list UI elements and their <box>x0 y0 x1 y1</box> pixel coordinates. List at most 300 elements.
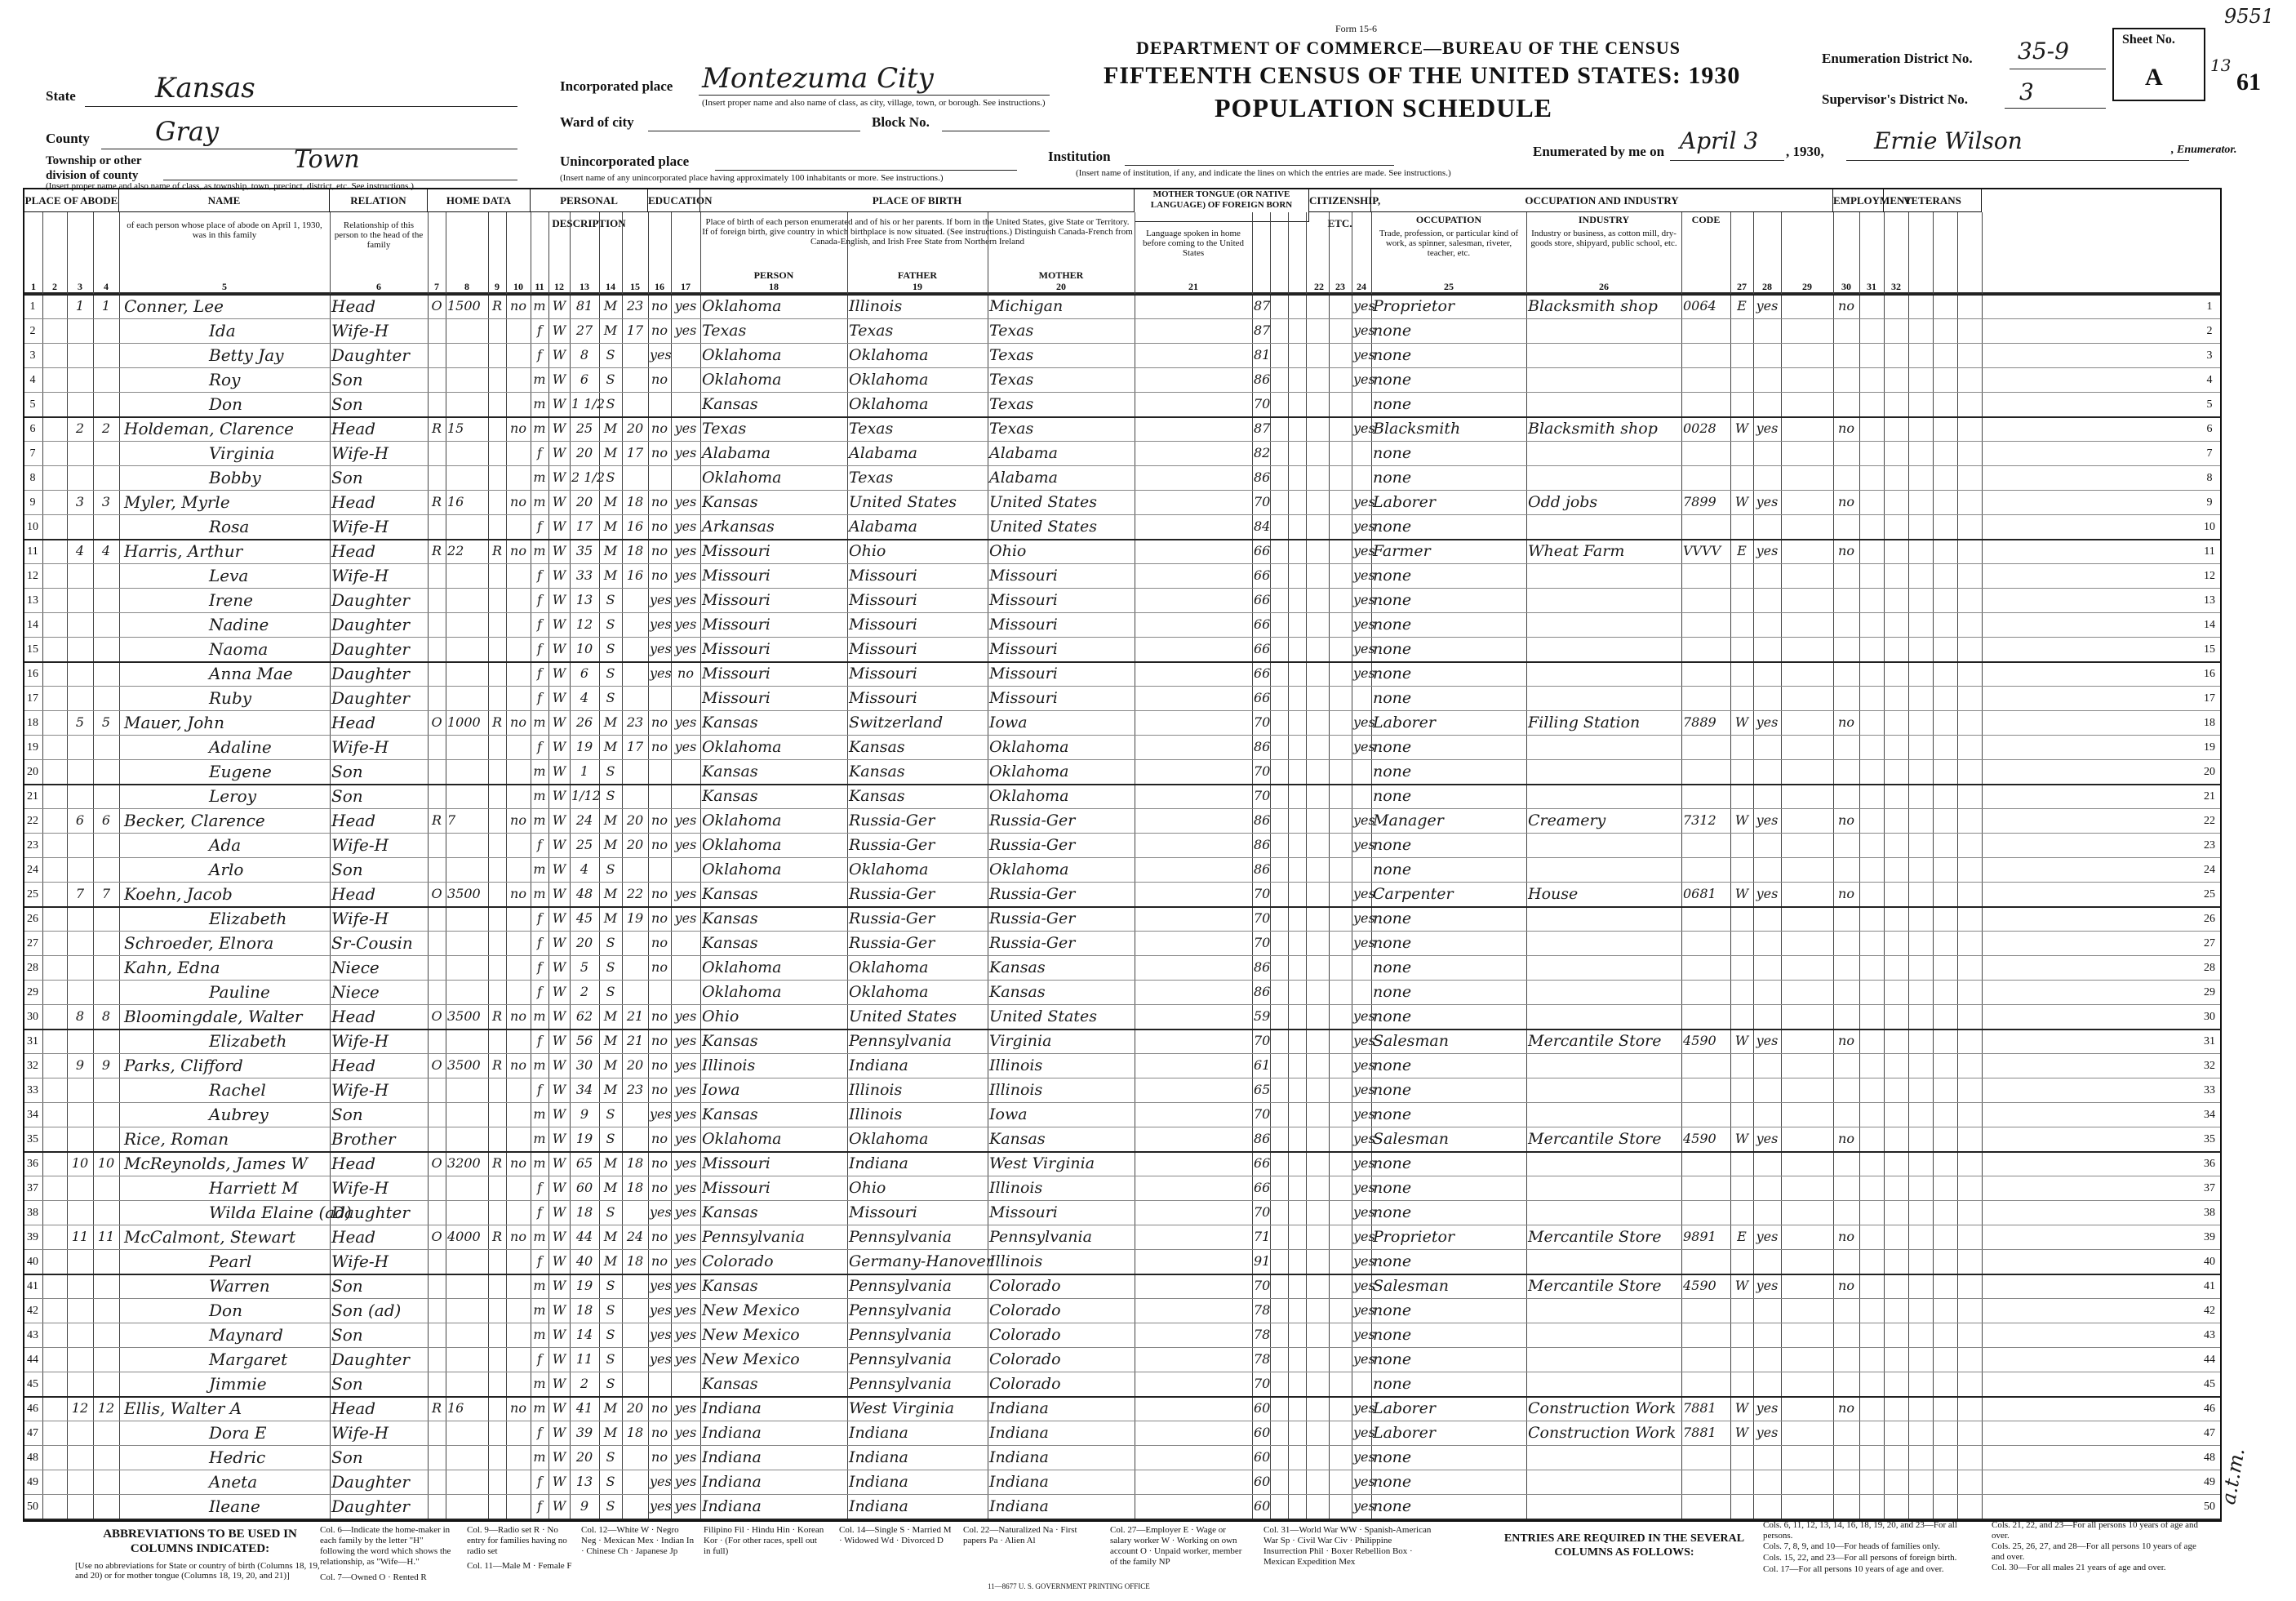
cell-age: 45 <box>575 910 593 926</box>
cell-occ: Laborer <box>1373 714 1436 732</box>
cell-race: W <box>552 861 566 877</box>
table-row <box>24 1249 2220 1274</box>
column-number: 4 <box>104 281 109 292</box>
table-row <box>24 1053 2220 1078</box>
year-label: , 1930, <box>1786 144 1824 159</box>
cell-rel: Son <box>331 370 363 389</box>
cell-rd: yes <box>674 1180 697 1195</box>
institution-note: (Insert name of institution, if any, and indicate the lines on which the entries are made. See instructions.) <box>1076 168 1451 178</box>
table-row <box>24 1102 2220 1127</box>
table-row <box>24 612 2220 637</box>
cell-mar: M <box>603 1082 618 1097</box>
cell-sch: no <box>651 910 668 926</box>
cell-sch: yes <box>650 1327 672 1342</box>
cell-code: 59 <box>1254 1008 1271 1024</box>
line-number-right: 34 <box>2204 1109 2215 1121</box>
cell-bp: Oklahoma <box>702 812 782 829</box>
cell-mar: S <box>606 935 615 950</box>
line-number-right: 46 <box>2204 1403 2215 1415</box>
cell-farm: no <box>510 1155 526 1171</box>
cell-sex: f <box>537 935 542 950</box>
cell-code: 66 <box>1254 616 1271 632</box>
cell-mar: S <box>606 1376 615 1391</box>
cell-bp: Missouri <box>702 567 771 585</box>
cell-mar: M <box>603 494 618 509</box>
cell-sex: f <box>537 1253 542 1269</box>
table-row <box>24 1445 2220 1470</box>
line-number: 6 <box>29 423 36 435</box>
cell-race: W <box>552 690 566 705</box>
cell-am: 18 <box>626 1253 644 1269</box>
cell-ocode: 0681 <box>1683 886 1716 901</box>
cell-eng: yes <box>1353 910 1375 926</box>
cell-f: 4 <box>101 543 111 558</box>
cell-am: 21 <box>626 1033 644 1048</box>
cell-race: W <box>552 1400 566 1416</box>
mother-header: MOTHER <box>1038 269 1084 281</box>
cell-occ: Salesman <box>1373 1032 1449 1050</box>
cell-age: 20 <box>575 494 593 509</box>
line-number: 3 <box>29 349 36 362</box>
line-number-right: 5 <box>2206 398 2213 411</box>
cell-name: Harris, Arthur <box>124 541 243 561</box>
cell-race: W <box>552 910 566 926</box>
cell-mar: S <box>606 616 615 632</box>
cell-occ: none <box>1373 909 1412 927</box>
cell-sch: no <box>651 1033 668 1048</box>
cell-eng: yes <box>1353 1106 1375 1122</box>
line-number: 16 <box>27 668 38 680</box>
table-row <box>24 318 2220 343</box>
cell-cls: W <box>1734 494 1749 509</box>
cell-age: 40 <box>575 1253 593 1269</box>
line-number-right: 36 <box>2204 1158 2215 1170</box>
cell-mar: M <box>603 322 618 338</box>
table-row <box>24 294 2220 318</box>
cell-mar: S <box>606 1302 615 1318</box>
cell-code: 87 <box>1254 420 1271 436</box>
cell-occ: none <box>1373 958 1412 976</box>
cell-am: 16 <box>626 567 644 583</box>
cell-rel: Son (ad) <box>331 1301 402 1320</box>
enum-district-label: Enumeration District No. <box>1822 51 1973 66</box>
cell-eng: yes <box>1353 1082 1375 1097</box>
person-header: PERSON <box>753 269 794 281</box>
cell-rd: yes <box>674 1253 697 1269</box>
line-number-right: 22 <box>2204 815 2215 827</box>
cell-name: Anna Mae <box>209 664 293 683</box>
cell-code: 86 <box>1254 1131 1271 1146</box>
column-number: 5 <box>222 281 227 292</box>
line-number: 44 <box>27 1354 38 1366</box>
abbr-col31: Col. 31—World War WW · Spanish-American War Sp · Civil War Civ · Philippine Insurrection Phil · Boxer Rebellion Box · Mexican Expedition Mex <box>1263 1525 1432 1567</box>
cell-name: Ruby <box>209 688 252 708</box>
line-number-right: 7 <box>2206 447 2213 460</box>
township-value: Town <box>294 145 360 174</box>
block-label: Block No. <box>872 114 930 130</box>
cell-farm: no <box>510 1400 526 1416</box>
cell-occ: Manager <box>1373 812 1444 829</box>
cell-mb: Russia-Ger <box>989 836 1076 854</box>
cell-ocode: 9891 <box>1683 1229 1716 1244</box>
cell-fb: Missouri <box>849 616 917 634</box>
table-row <box>24 514 2220 539</box>
cell-f: 7 <box>101 886 111 901</box>
cell-race: W <box>552 1033 566 1048</box>
column-number: 29 <box>1802 281 1812 292</box>
cell-race: W <box>552 616 566 632</box>
cell-bp: Oklahoma <box>702 836 782 854</box>
cell-farm: no <box>510 420 526 436</box>
cell-f: 10 <box>97 1155 115 1171</box>
line-number-right: 11 <box>2204 545 2215 558</box>
cell-eng: yes <box>1353 739 1375 754</box>
cell-name: Jimmie <box>209 1374 267 1394</box>
cell-sex: f <box>537 665 542 681</box>
cell-sex: f <box>537 1351 542 1367</box>
table-row <box>24 637 2220 661</box>
cell-rel: Daughter <box>331 615 410 634</box>
cell-fb: Missouri <box>849 640 917 658</box>
table-row <box>24 1298 2220 1323</box>
cell-mb: Colorado <box>989 1277 1061 1295</box>
cell-name: Bloomingdale, Walter <box>124 1007 303 1026</box>
cell-rd: yes <box>674 1327 697 1342</box>
cell-sch: no <box>651 935 668 950</box>
cell-val: 1500 <box>447 298 481 314</box>
cell-rd: yes <box>674 1278 697 1293</box>
cell-ind: Blacksmith shop <box>1528 297 1658 315</box>
cell-rd: yes <box>674 1498 697 1514</box>
column-number: 19 <box>913 281 922 292</box>
cell-eng: yes <box>1353 886 1375 901</box>
cell-sch: yes <box>650 1302 672 1318</box>
cell-name: Rachel <box>209 1080 266 1100</box>
cell-sch: no <box>651 1229 668 1244</box>
cell-bp: Texas <box>702 322 747 340</box>
cell-sex: m <box>533 1008 546 1024</box>
cell-eng: yes <box>1353 371 1375 387</box>
line-number: 48 <box>27 1452 38 1464</box>
cell-rel: Son <box>331 1276 363 1296</box>
population-schedule-table <box>23 188 2222 1522</box>
cell-sch: no <box>651 1425 668 1440</box>
line-number-right: 43 <box>2204 1329 2215 1341</box>
entries-2: Cols. 7, 8, 9, and 10—For heads of families only. <box>1763 1541 1940 1551</box>
table-row <box>24 441 2220 465</box>
cell-race: W <box>552 322 566 338</box>
line-number: 12 <box>27 570 38 582</box>
line-number-right: 8 <box>2206 472 2213 484</box>
cell-rd: yes <box>674 739 697 754</box>
line-number-right: 48 <box>2204 1452 2215 1464</box>
cell-age: 5 <box>580 959 589 975</box>
line-number-right: 28 <box>2204 962 2215 974</box>
table-row <box>24 367 2220 392</box>
cell-rd: yes <box>674 420 697 436</box>
cell-sex: f <box>537 1474 542 1489</box>
cell-work: yes <box>1756 1033 1779 1048</box>
cell-val: 7 <box>447 812 456 828</box>
abbr-col6: Col. 6—Indicate the home-maker in each family by the letter "H" following the word which shows the relationship, as "Wife—H." <box>320 1525 451 1567</box>
cell-rd: yes <box>674 1474 697 1489</box>
cell-sex: m <box>533 1131 546 1146</box>
cell-cls: W <box>1734 1425 1749 1440</box>
cell-d: 8 <box>75 1008 85 1024</box>
cell-vet: no <box>1838 1131 1854 1146</box>
line-number-right: 1 <box>2206 300 2213 313</box>
line-number: 47 <box>27 1427 38 1439</box>
cell-fb: Switzerland <box>849 714 944 732</box>
cell-ocode: VVVV <box>1683 543 1721 558</box>
abbr-col27: Col. 27—Employer E · Wage or salary worker W · Working on own account O · Unpaid worker, member of the family NP <box>1110 1525 1242 1567</box>
cell-age: 17 <box>575 518 593 534</box>
cell-eng: yes <box>1353 1351 1375 1367</box>
cell-f: 8 <box>101 1008 111 1024</box>
cell-mb: Indiana <box>989 1399 1049 1417</box>
table-row <box>24 833 2220 857</box>
cell-code: 70 <box>1254 886 1271 901</box>
cell-bp: Kansas <box>702 714 758 732</box>
cell-mb: Virginia <box>989 1032 1052 1050</box>
cell-rd: yes <box>674 1229 697 1244</box>
cell-rel: Wife-H <box>331 737 389 757</box>
cell-ocode: 0028 <box>1683 420 1716 436</box>
cell-own: O <box>431 1057 442 1073</box>
cell-code: 70 <box>1254 1376 1271 1391</box>
line-number: 14 <box>27 619 38 631</box>
cell-rd: yes <box>674 445 697 460</box>
cell-rel: Wife-H <box>331 835 389 855</box>
cell-am: 23 <box>626 714 644 730</box>
cell-mar: S <box>606 347 615 362</box>
cell-occ: Carpenter <box>1373 885 1454 903</box>
column-number: 1 <box>31 281 36 292</box>
cell-own: R <box>431 420 442 436</box>
cell-am: 20 <box>626 1057 644 1073</box>
cell-sch: no <box>651 739 668 754</box>
cell-occ: none <box>1373 616 1412 634</box>
birth-instruction: Place of birth of each person enumerated and of his or her parents. If born in the United States, give State or Territory. If of foreign birth, give country in which birthplace is now situated. (See instructions.) Distinguish Canada-French from Canada-English, and Irish Free State from Northern Ireland <box>702 217 1133 247</box>
line-number: 34 <box>27 1109 38 1121</box>
relation-instruction: Relationship of this person to the head of the family <box>334 220 424 250</box>
cell-sch: yes <box>650 1106 672 1122</box>
cell-mb: Illinois <box>989 1081 1043 1099</box>
line-number-right: 50 <box>2204 1501 2215 1513</box>
cell-occ: Proprietor <box>1373 297 1455 315</box>
cell-sex: f <box>537 984 542 999</box>
table-row <box>24 980 2220 1004</box>
cell-eng: yes <box>1353 1327 1375 1342</box>
cell-bp: Kansas <box>702 493 758 511</box>
cell-bp: Illinois <box>702 1056 756 1074</box>
cell-mar: M <box>603 518 618 534</box>
cell-am: 18 <box>626 1180 644 1195</box>
cell-code: 70 <box>1254 1033 1271 1048</box>
cell-bp: Oklahoma <box>702 861 782 878</box>
cell-sex: m <box>533 371 546 387</box>
sup-district-value: 3 <box>2019 78 2034 105</box>
cell-race: W <box>552 886 566 901</box>
cell-rel: Brother <box>331 1129 396 1149</box>
column-number: 8 <box>464 281 469 292</box>
cell-fb: Oklahoma <box>849 983 929 1001</box>
cell-am: 18 <box>626 1425 644 1440</box>
cell-mb: Texas <box>989 371 1034 389</box>
cell-vet: no <box>1838 714 1854 730</box>
institution-label: Institution <box>1048 149 1111 164</box>
cell-rd: yes <box>674 641 697 656</box>
cell-farm: no <box>510 886 526 901</box>
cell-fb: Russia-Ger <box>849 812 935 829</box>
abode-header: PLACE OF ABODE <box>24 189 119 212</box>
cell-sch: no <box>651 812 668 828</box>
cell-code: 78 <box>1254 1327 1271 1342</box>
enumerator-name: Ernie Wilson <box>1874 127 2023 154</box>
cell-sex: f <box>537 959 542 975</box>
cell-race: W <box>552 1106 566 1122</box>
cell-race: W <box>552 298 566 314</box>
cell-mb: Russia-Ger <box>989 934 1076 952</box>
cell-sch: no <box>651 1253 668 1269</box>
cell-eng: yes <box>1353 494 1375 509</box>
cell-mar: S <box>606 469 615 485</box>
cell-code: 86 <box>1254 739 1271 754</box>
abbr-title: ABBREVIATIONS TO BE USED IN COLUMNS INDICATED: <box>103 1528 297 1555</box>
cell-age: 9 <box>580 1498 589 1514</box>
cell-mar: M <box>603 1057 618 1073</box>
census-title: FIFTEENTH CENSUS OF THE UNITED STATES: 1930 <box>1104 62 1741 89</box>
cell-sch: no <box>651 543 668 558</box>
entries-3: Cols. 15, 22, and 23—For all persons of foreign birth. <box>1763 1553 1957 1563</box>
line-number-right: 16 <box>2204 668 2215 680</box>
personal-description-header: PERSONAL DESCRIPTION <box>531 189 648 212</box>
line-number: 5 <box>29 398 36 411</box>
cell-mb: Oklahoma <box>989 861 1069 878</box>
cell-race: W <box>552 1082 566 1097</box>
department: DEPARTMENT OF COMMERCE—BUREAU OF THE CENSUS <box>1136 38 1681 58</box>
line-number-right: 35 <box>2204 1133 2215 1145</box>
line-number: 17 <box>27 692 38 705</box>
cell-vet: no <box>1838 886 1854 901</box>
cell-own: O <box>431 298 442 314</box>
cell-race: W <box>552 1376 566 1391</box>
cell-rd: yes <box>674 322 697 338</box>
cell-bp: Kansas <box>702 885 758 903</box>
cell-bp: Indiana <box>702 1473 762 1491</box>
cell-occ: none <box>1373 567 1412 585</box>
cell-sch: no <box>651 518 668 534</box>
cell-age: 19 <box>575 739 593 754</box>
cell-occ: none <box>1373 322 1412 340</box>
table-row <box>24 465 2220 490</box>
cell-fb: Indiana <box>849 1448 908 1466</box>
cell-d: 9 <box>75 1057 85 1073</box>
cell-occ: Blacksmith <box>1373 420 1461 438</box>
cell-rd: yes <box>674 1106 697 1122</box>
state-value: Kansas <box>155 72 255 105</box>
line-number-right: 47 <box>2204 1427 2215 1439</box>
line-number: 2 <box>29 325 36 337</box>
cell-rel: Head <box>331 1007 376 1026</box>
cell-eng: yes <box>1353 1033 1375 1048</box>
cell-occ: none <box>1373 983 1412 1001</box>
cell-sex: m <box>533 1302 546 1318</box>
cell-sex: f <box>537 445 542 460</box>
cell-name: Conner, Lee <box>124 296 224 316</box>
cell-name: Adaline <box>209 737 272 757</box>
cell-occ: none <box>1373 1301 1412 1319</box>
cell-fb: Oklahoma <box>849 1130 929 1148</box>
cell-mar: M <box>603 812 618 828</box>
sheet-label: Sheet No. <box>2122 33 2175 47</box>
cell-ocode: 0064 <box>1683 298 1716 314</box>
cell-bp: Kansas <box>702 1203 758 1221</box>
cell-mar: M <box>603 837 618 852</box>
cell-vet: no <box>1838 1033 1854 1048</box>
cell-sch: no <box>651 1008 668 1024</box>
cell-eng: yes <box>1353 1253 1375 1269</box>
line-number: 8 <box>29 472 36 484</box>
cell-mar: S <box>606 371 615 387</box>
cell-mar: M <box>603 714 618 730</box>
cell-sch: no <box>651 1082 668 1097</box>
abbr-col14: Col. 14—Single S · Married M · Widowed Wd · Divorced D <box>839 1525 952 1545</box>
form-number: Form 15-6 <box>1335 23 1377 34</box>
line-number-right: 14 <box>2204 619 2215 631</box>
cell-work: yes <box>1756 1229 1779 1244</box>
cell-rd: yes <box>674 1057 697 1073</box>
cell-fb: Germany-Hanover <box>849 1252 993 1270</box>
cell-vet: no <box>1838 1229 1854 1244</box>
cell-age: 9 <box>580 1106 589 1122</box>
cell-rel: Head <box>331 296 376 316</box>
cell-ind: Creamery <box>1528 812 1606 829</box>
cell-occ: none <box>1373 640 1412 658</box>
cell-mar: S <box>606 984 615 999</box>
cell-bp: Pennsylvania <box>702 1228 805 1246</box>
cell-sch: no <box>651 1180 668 1195</box>
cell-bp: Oklahoma <box>702 469 782 487</box>
line-number-right: 49 <box>2204 1476 2215 1488</box>
cell-age: 13 <box>575 592 593 607</box>
incorporated-value: Montezuma City <box>702 62 934 95</box>
cell-bp: New Mexico <box>702 1350 800 1368</box>
cell-name: Elizabeth <box>209 909 287 928</box>
line-number-right: 26 <box>2204 913 2215 925</box>
cell-age: 26 <box>575 714 593 730</box>
cell-code: 86 <box>1254 861 1271 877</box>
cell-mb: Iowa <box>989 1105 1028 1123</box>
cell-mb: Indiana <box>989 1448 1049 1466</box>
cell-name: Warren <box>209 1276 270 1296</box>
cell-eng: yes <box>1353 935 1375 950</box>
cell-eng: yes <box>1353 1278 1375 1293</box>
cell-age: 2 1/2 <box>571 469 606 485</box>
cell-eng: yes <box>1353 347 1375 362</box>
cell-name: Ada <box>209 835 242 855</box>
cell-eng: yes <box>1353 1057 1375 1073</box>
cell-fb: Russia-Ger <box>849 909 935 927</box>
cell-am: 17 <box>626 445 644 460</box>
cell-occ: none <box>1373 763 1412 780</box>
cell-race: W <box>552 543 566 558</box>
cell-mb: Kansas <box>989 1130 1046 1148</box>
cell-rd: yes <box>674 1033 697 1048</box>
state-label: State <box>46 88 76 104</box>
line-number: 10 <box>27 521 38 533</box>
cell-eng: yes <box>1353 1204 1375 1220</box>
